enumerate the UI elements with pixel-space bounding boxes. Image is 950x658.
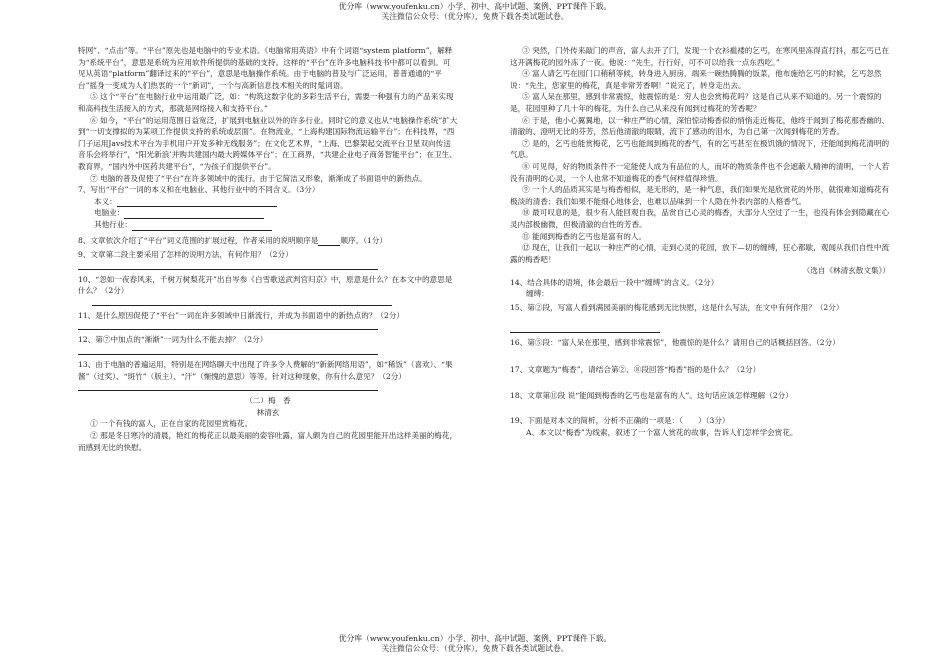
right-column [510, 45, 890, 439]
story-paragraph-8: ⑧ 可见得，好的物质条件不一定能使人成为有品位的人，而坏的物质条件也不会遮蔽人精神的清明，一个人若没有清明的心灵，一个人也常不知道梅花的香气何样值得珍惜。 [510, 161, 890, 183]
question-18: 18、文章第⑪段 说“能闻到梅香的乞丐也是富有的人”。这句话应该怎样理解（2分） [510, 390, 793, 400]
question-8-text: 8、文章依次介绍了“平台”词义范围的扩展过程，作者采用的说明顺序是 [78, 235, 319, 245]
page-header [0, 2, 950, 22]
passage-paragraph-6: ⑥ 如今，“平台”的运用范围日益宽泛，扩展到电脑业以外的许多行业。同时它的意义也从“电脑操作系统”扩大到“一切支撑拟的为某项工作提供支持的系统或层面”。在物流业，“上海构建国际物流运输平台”；在科技界，“西门子运用Javs技术平台为手机用户开发多种无线服务”；在文化艺术界，“上海、巴黎架起交流平台卫星双向传送音乐会将举行”，“阳光新浪’并购共建国内最大跨媒体平台”；在工商界，“共建企业电子商务智能平台”；在卫生、教育界，“国内外中医药共建平台”，“为孩子们提供平台”。 [78, 115, 458, 171]
footer-line-1: 优分库（www.youfenku.cn）小学、初中、高中试题、案例、PPT课件下载。 [338, 634, 612, 643]
answer-line-10[interactable] [92, 297, 392, 306]
question-19: 19、下面是对本文的简析，分析不正确的一项是：（ ）（3分） [510, 416, 730, 426]
passage-paragraph-5: ⑤ 这个“平台”在电脑行业中运用最广泛，如：“构筑这数字化的多彩生活平台，需要一种强有力的产品来实现和高科技生活接入的方式，那就是网络接入和支持平台。” [78, 92, 454, 113]
question-10: 10、“忽如一夜春风来，千树万树梨花开”出自岑参《白雪歌送武判官归京》中，原意是什么？在本文中的意思是什么？（2分） [78, 274, 453, 296]
answer-14: 缠缚： [526, 289, 549, 299]
section-title: （二）梅 香 [245, 396, 291, 406]
page-footer [0, 634, 950, 654]
question-7: 7、写出“平台”一词的本义和在电脑业、其他行业中的不同含义。（3分） [78, 185, 320, 195]
question-11: 11、是什么原因促使了“平台”一词在许多领域中日渐流行，并成为书面语中的新热点的？（2分） [78, 310, 405, 320]
story-paragraph-3: ③ 突然，门外传来敲门的声音，富人去开了门，发现一个衣衫褴褛的乞丐，在寒风里冻得直打抖，那乞丐已在这开满梅花的园外冻了一夜。他说：“先生，行行好，可不可以给我一点东西吃。” [510, 46, 890, 67]
passage-paragraph-7: ⑦ 电脑的普及促使了“平台”在许多领域中的流行。由于它简洁又形象，渐渐成了书面语中的新热点。 [90, 173, 427, 183]
question-15: 15、第②段，写富人看到满园美丽的梅花感到无比快慰，这是什么写法，在文中有何作用？（2分） [510, 303, 844, 313]
answer-blank[interactable] [132, 230, 272, 231]
answer-space-18[interactable] [510, 401, 890, 413]
answer-7-a [78, 196, 458, 208]
story-paragraph-7: ⑦ 是的，乞丐也能赏梅花，乞丐也能闻到梅花的香气，有的乞丐甚至在极饥饿的情况下，还能闻到梅花清明的气息。 [510, 138, 890, 160]
answer-line-11[interactable] [78, 321, 378, 330]
answer-space-17[interactable] [510, 376, 890, 388]
question-12: 12、第⑦中加点的“渐渐”一词为什么不能去掉？（2分） [78, 335, 268, 345]
story-paragraph-2: ② 那是冬日寒冷的清晨，艳红的梅花正以最美丽的姿容吐露，富人颇为自己的花园里能开出这样美丽的梅花，而感到无比的快慰。 [78, 431, 458, 452]
question-16: 16、第⑤段：“富人呆在那里，感到非常震惊”，他震惊的是什么？请用自己的话概括回答。（2分） [510, 337, 840, 347]
section-author: 林清玄 [256, 407, 280, 417]
option-19-a[interactable]: A、本文以“梅香”为线索，叙述了一个富人赏花的故事，告诉人们怎样学会赏花。 [526, 428, 798, 438]
header-line-2: 关注微信公众号：（优分库），免费下载各类试题试卷。 [381, 12, 569, 21]
story-paragraph-10: ⑩ 最可叹息的是，很少有人能回观自我，品赏自己心灵的梅香，大部分人空过了一生，也没有体会到隐藏在心灵内部极幽微，但极清澈的自性的芳香。 [510, 208, 890, 229]
header-line-1: 优分库（www.youfenku.cn）小学、初中、高中试题、案例、PPT课件下载。 [338, 2, 612, 11]
answer-7-b [78, 207, 458, 219]
answer-label: 电脑业： [94, 208, 125, 218]
question-8-tail: 顺序。（1分） [340, 235, 387, 245]
answer-line-13[interactable] [78, 382, 378, 391]
answer-line-15[interactable] [510, 324, 660, 333]
story-paragraph-12: ⑫ 现在，让我们一起以一种庄严的心情，走到心灵的花园，放下—切的缠缚，狂心都歇，观闻从我们自性中流露的梅香吧！ [510, 243, 890, 264]
footer-line-2: 关注微信公众号：（优分库），免费下载各类试题试卷。 [381, 644, 569, 653]
question-8 [78, 235, 458, 247]
answer-7-c [78, 219, 458, 231]
story-paragraph-6: ⑥ 于是，他小心翼翼地，以一种庄严的心情，深怕惊动梅香似的悄悄走近梅花，他终于闻到了梅花那香幽的、清澈的、澄明无比的芬芳，然后他清澈的眼睛，流下了感动的泪水，为自己第一次闻到梅花的芳香。 [510, 115, 890, 137]
left-column [78, 45, 458, 453]
answer-line-12[interactable] [78, 346, 378, 355]
answer-line-9[interactable] [78, 261, 378, 270]
answer-blank[interactable] [318, 245, 340, 246]
question-14: 14、结合具体的语境，体会最后一段中“缠缚”的含义。（2分） [510, 277, 719, 287]
question-9: 9、文章第二段主要采用了怎样的说明方法，有何作用？（2分） [78, 250, 293, 260]
story-paragraph-4: ④ 富人请乞丐在园门口稍稍等候，转身进入厨房，端来一碗热腾腾的饭菜，他布施给乞丐的时候，乞丐忽然说：“先生，您家里的梅花，真是非常芳香啊！”说完了，转身走出去。 [510, 69, 882, 90]
answer-label: 其他行业： [94, 219, 132, 229]
story-paragraph-1: ① 一个有钱的富人，正在自家的花园里赏梅花。 [90, 419, 253, 429]
passage-paragraph: 特网”、“点击”等。“平台”原先也是电脑中的专业术语。《电脑常用英语》中有个词语“system platform”，解释为“系统平台”，意思是系统为应用软件所提供的基础的支持。这样的“平台”在许多电脑科技书中都可以看到。可见从英语“platform”翻译过来的“平台”，意思是电脑操作系统。由于电脑的普及与广泛运用，普普通通的“平台”摇身一变成为人们热衷的一个“新词”，一个与高新信息技术相关的时髦词语。 [78, 46, 453, 90]
story-paragraph-11: ⑪ 能闻到梅香的乞丐也是富有的人。 [522, 231, 647, 241]
question-17: 17、文章题为“梅香”，请结合第②、⑧段回答“梅香”指的是什么？（2分） [510, 365, 761, 375]
story-paragraph-5: ⑤ 富人呆在那里，感到非常震惊，他震惊的是：穷人也会赏梅花吗？这是自己从来不知道的。另一个震惊的是，花园里种了几十年的梅花，为什么自己从来没有闻到过梅花的芳香呢？ [510, 92, 882, 113]
answer-label: 本义： [94, 196, 117, 206]
question-13: 13、由于电脑的普遍运用，特别是在网络聊天中出现了许多令人费解的“新新网络用语”，如“稀饭”（喜欢）、“果酱”（过奖）、“斑竹”（版主）、“汗”（惭愧的意思）等等。针对这种现象，你有什么意见？（2分） [78, 360, 453, 381]
answer-space-16[interactable] [510, 348, 890, 362]
story-source: （选自《林清玄散文集》） [802, 266, 890, 276]
story-paragraph-9: ⑨ 一个人的品质其实是与梅香相似，是无形的，是一种气息，我们如果光是欣赏花的外形，就很难知道梅花有极淡的清香；我们如果不能细心地体会，也难以品味到一个人隐在外表内部的人格香气。 [510, 185, 890, 206]
